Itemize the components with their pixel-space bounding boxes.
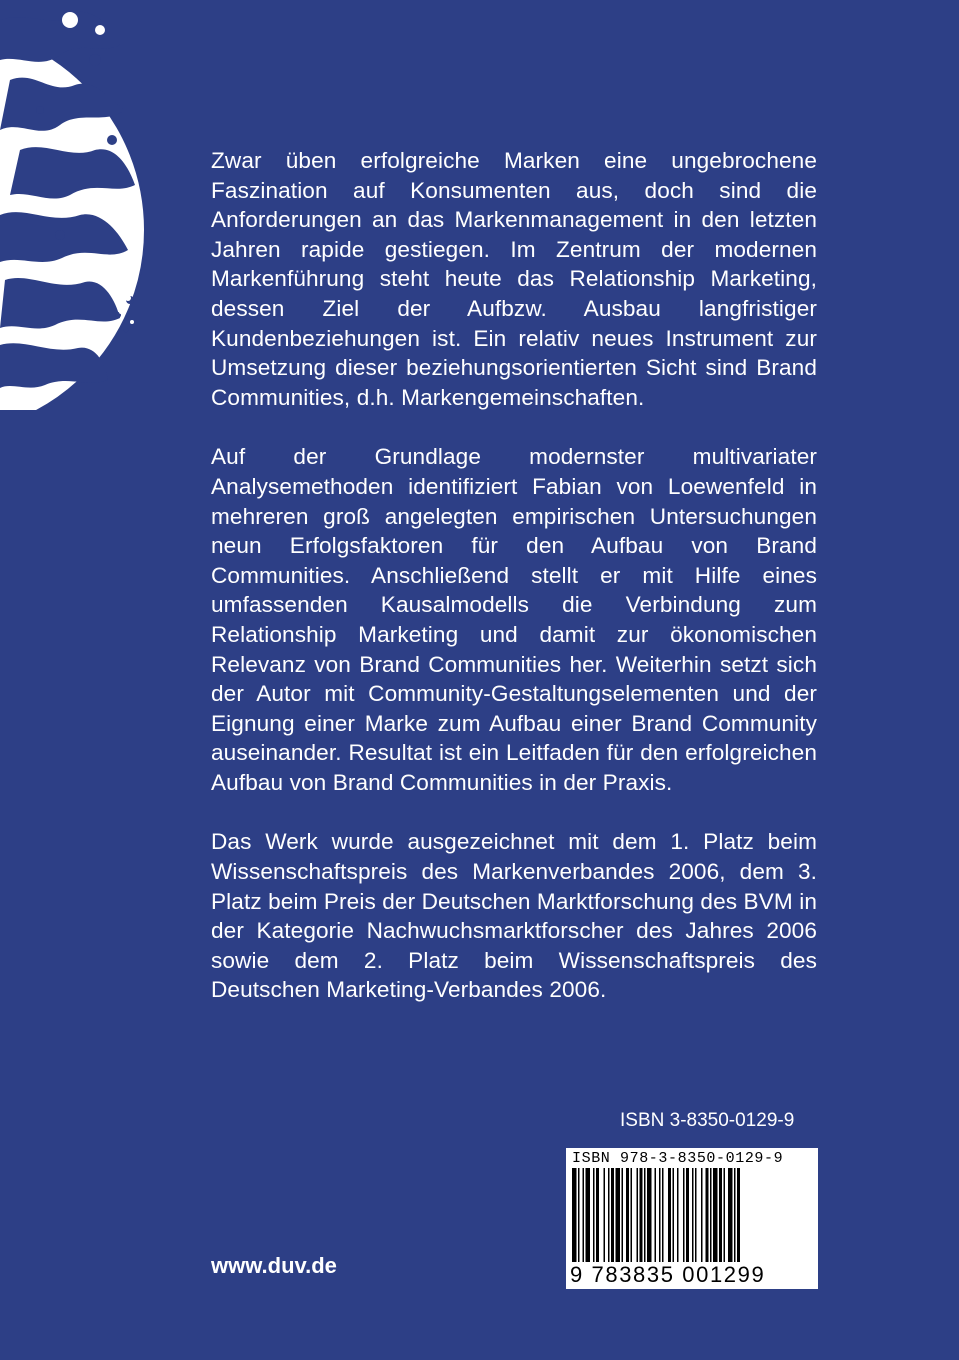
barcode-bar <box>655 1168 657 1262</box>
barcode-bar <box>728 1168 733 1262</box>
barcode-bar <box>673 1168 675 1262</box>
barcode-bar <box>659 1168 661 1262</box>
barcode-bar <box>713 1168 718 1262</box>
barcode-bar <box>637 1168 639 1262</box>
ean-digits: 9 783835 001299 <box>570 1262 766 1287</box>
isbn-13-label: ISBN 978-3-8350-0129-9 <box>572 1150 784 1167</box>
barcode-bar <box>734 1168 736 1262</box>
barcode-bar <box>695 1168 697 1262</box>
barcode-bar <box>631 1168 633 1262</box>
barcode-bar <box>604 1168 606 1262</box>
barcode-bar <box>686 1168 689 1262</box>
barcode-bar <box>662 1168 664 1262</box>
blurb-text <box>211 146 817 1035</box>
barcode-bar <box>683 1168 685 1262</box>
barcode-bar <box>578 1168 580 1262</box>
barcode-bar <box>644 1168 646 1262</box>
barcode-bar <box>596 1168 599 1262</box>
barcode-bar <box>701 1168 703 1262</box>
barcode-bar <box>692 1168 694 1262</box>
barcode-bar <box>616 1168 621 1262</box>
barcode-bar <box>583 1168 585 1262</box>
barcode-bar <box>626 1168 629 1262</box>
globe-illustration <box>0 0 148 410</box>
barcode-bar <box>710 1168 712 1262</box>
blurb-paragraph-3: Das Werk wurde ausgezeichnet mit dem 1. Platz beim Wissenschaftspreis des Markenverbandes 2006, dem 3. Platz beim Preis der Deutschen Marktforschung des BVM in der Kategorie Nachwuchsmarktforscher des Jahres 2006 sowie dem 2. Platz beim Wissenschaftspreis des Deutschen Marketing-Verbandes 2006. <box>211 829 817 1003</box>
barcode-bar <box>586 1168 591 1262</box>
barcode-bar <box>677 1168 679 1262</box>
barcode-bar <box>647 1168 652 1262</box>
isbn-10: ISBN 3-8350-0129-9 <box>620 1110 795 1131</box>
barcode-bar <box>724 1168 726 1262</box>
barcode-bar <box>608 1168 610 1262</box>
barcode-box <box>566 1148 818 1289</box>
blurb-paragraph-1: Zwar üben erfolgreiche Marken eine ungebrochene Faszination auf Konsumenten aus, doch sind die Anforderungen an das Markenmanagement in den letzten Jahren rapide gestiegen. Im Zentrum der modernen Markenführung steht heute das Relationship Marketing, dessen Ziel der Aufbzw. Ausbau langfristiger Kundenbeziehungen ist. Ein relativ neues Instrument zur Umsetzung dieser beziehungsorientierten Sicht sind Brand Communities, d.h. Markengemeinschaften. <box>211 148 817 410</box>
barcode-bar <box>593 1168 595 1262</box>
blurb-paragraph-2: Auf der Grundlage modernster multivariater Analysemethoden identifiziert Fabian von Loewenfeld in mehreren groß angelegten empirischen Untersuchungen neun Erfolgsfaktoren für den Aufbau von Brand Communities. Anschließend stellt er mit Hilfe eines umfassenden Kausalmodells die Verbindung zum Relationship Marketing und damit zur ökonomischen Relevanz von Brand Communities her. Weiterhin setzt sich der Autor mit Community-Gestaltungselementen und der Eignung einer Marke zum Aufbau einer Brand Community auseinander. Resultat ist ein Leitfaden für den erfolgreichen Aufbau von Brand Communities in der Praxis. <box>211 444 817 795</box>
barcode-bar <box>668 1168 671 1262</box>
barcode-icon <box>572 1168 812 1264</box>
barcode-bar <box>706 1168 709 1262</box>
barcode-bar <box>737 1168 740 1262</box>
barcode-bar <box>572 1168 577 1262</box>
barcode-bar <box>640 1168 643 1262</box>
barcode-bar <box>622 1168 624 1262</box>
barcode-bar <box>719 1168 722 1262</box>
publisher-url: www.duv.de <box>211 1253 337 1278</box>
barcode-bar <box>611 1168 614 1262</box>
